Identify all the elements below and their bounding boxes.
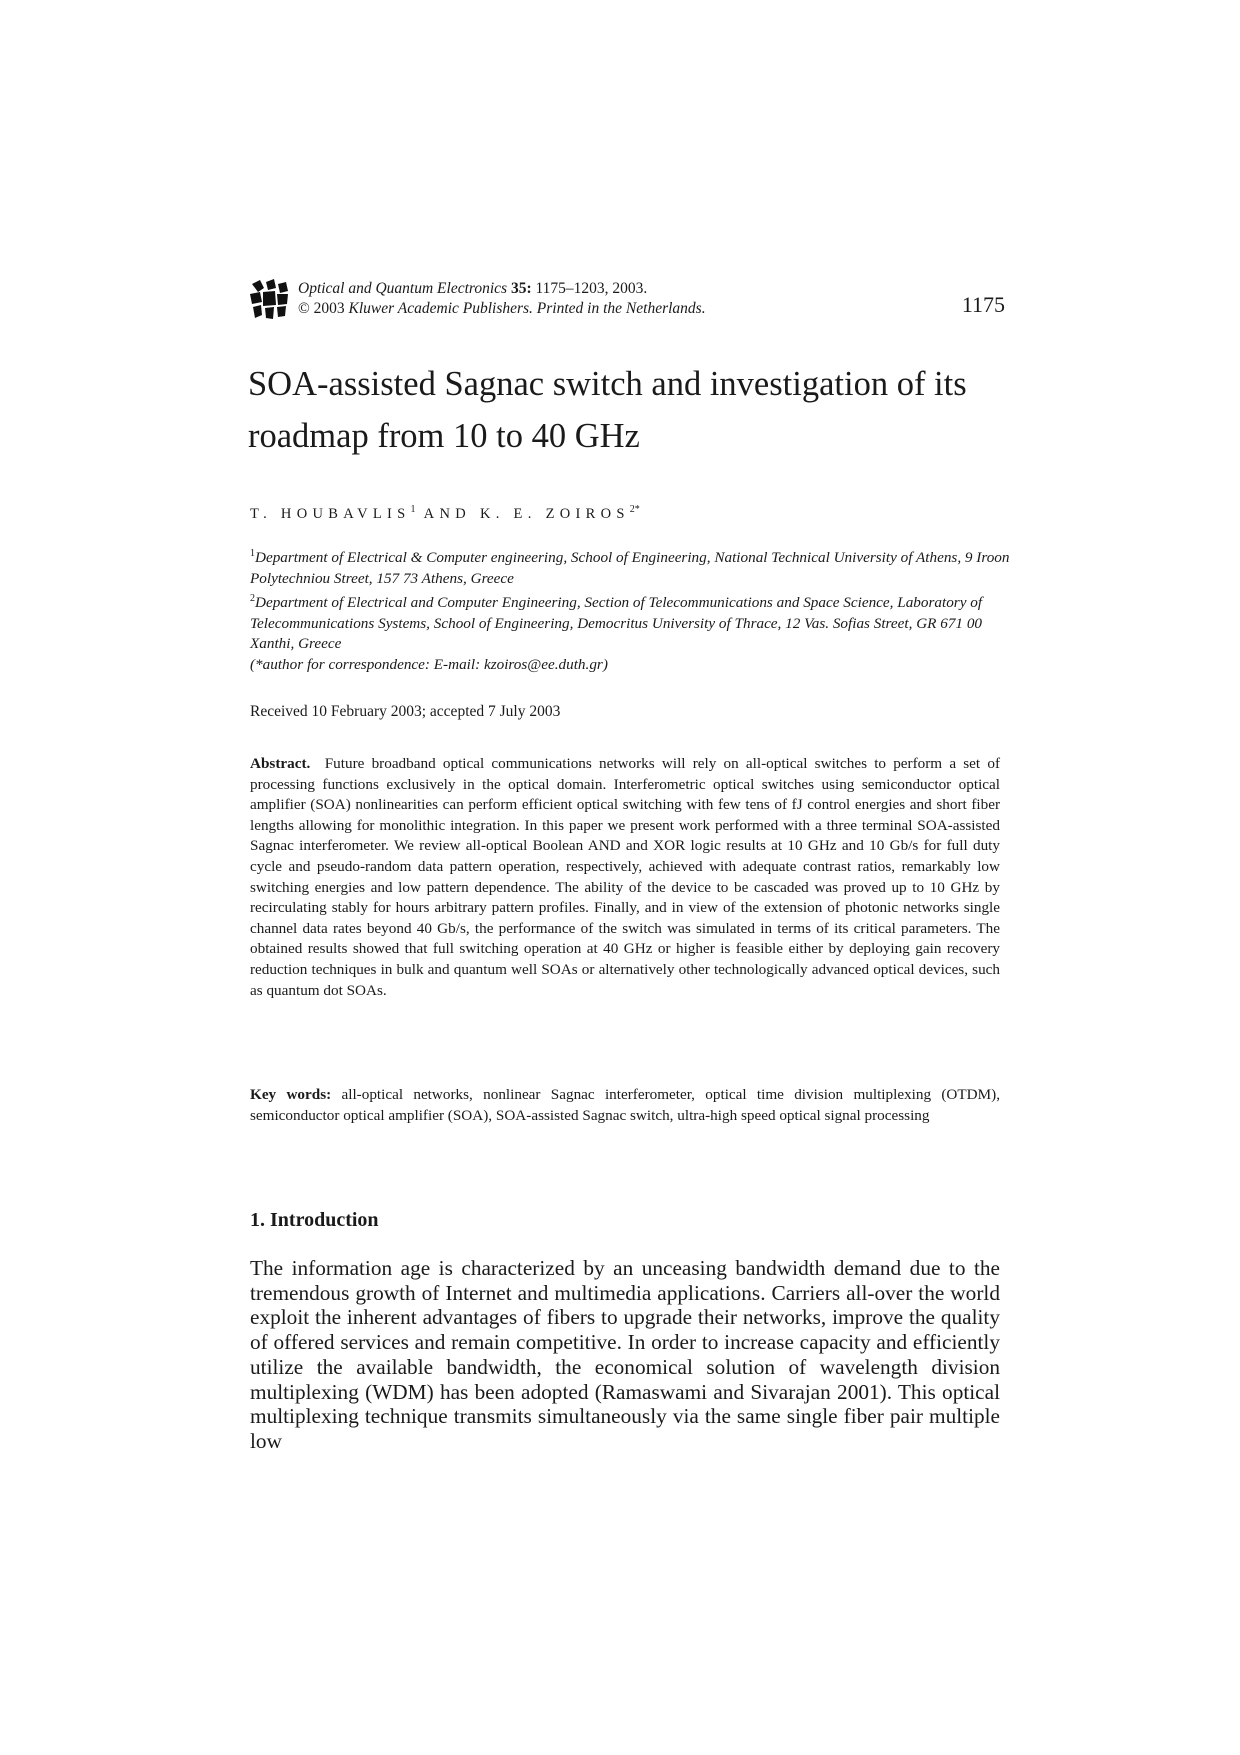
keywords (250, 1085, 1000, 1126)
kluwer-logo-icon (248, 278, 290, 320)
abstract-text: Future broadband optical communications networks will rely on all-optical switches to perform a set of processing functions exclusively in the optical domain. Interferometric optical switches using semiconductor optical amplifier (SOA) nonlinearities can perform efficient optical switching with few tens of fJ control energies and short fiber lengths allowing for monolithic integration. In this paper we present work performed with a three terminal SOA-assisted Sagnac interferometer. We review all-optical Boolean AND and XOR logic results at 10 GHz and 10 Gb/s for full duty cycle and pseudo-random data pattern operation, respectively, achieved with adequate contrast ratios, remarkably low switching energies and low pattern dependence. The ability of the device to be cascaded was proved up to 10 GHz by recirculating stably for hours arbitrary pattern profiles. Finally, and in view of the extension of photonic networks single channel data rates beyond 40 Gb/s, the performance of the switch was simulated in terms of its critical parameters. The obtained results showed that full switching operation at 40 GHz or higher is feasible either by deploying gain recovery reduction techniques in bulk and quantum well SOAs or alternatively other technologically advanced optical devices, such as quantum dot SOAs. (250, 755, 1000, 999)
section-heading: 1. Introduction (250, 1209, 379, 1231)
page-number: 1175 (961, 292, 1005, 317)
affiliation-1-marker: 1 (250, 548, 255, 559)
correspondence-note: (*author for correspondence: E-mail: kzoiros@ee.duth.gr) (250, 655, 608, 673)
affiliation-2-text: Department of Electrical and Computer Engineering, Section of Telecommunications and Space Science, Laboratory of Telecommunications Systems, School of Engineering, Democritus University of Thrace, 12 Vas. Sofias Street, GR 671 00 Xanthi, Greece (250, 594, 983, 653)
paper-title: SOA-assisted Sagnac switch and investigation of its roadmap from 10 to 40 GHz (248, 365, 967, 455)
abstract-label: Abstract. (250, 755, 311, 772)
journal-header (298, 279, 1018, 319)
affiliation-2-marker: 2 (250, 593, 255, 605)
journal-name: Optical and Quantum Electronics (298, 280, 508, 297)
copyright-line (298, 299, 1018, 319)
keywords-label: Key words: (250, 1086, 332, 1103)
journal-volume: 35: (510, 280, 532, 297)
affiliation-1 (250, 544, 1010, 589)
abstract (250, 754, 1000, 1001)
author-1: T. HOUBAVLIS (250, 506, 411, 522)
section-body: The information age is characterized by an unceasing bandwidth demand due to the tremendous growth of Internet and multimedia applications. Carriers all-over the world exploit the inherent advantages of fibers to upgrade their networks, improve the quality of offered services and remain competitive. In order to increase capacity and efficiently utilize the available bandwidth, the economical solution of wavelength division multiplexing (WDM) has been adopted (Ramaswami and Sivarajan 2001). This optical multiplexing technique transmits simultaneously via the same single fiber pair multiple low (250, 1256, 1000, 1453)
publisher-info: Kluwer Academic Publishers. Printed in the Netherlands. (348, 300, 706, 317)
journal-citation-line (298, 279, 1018, 299)
author-1-affil-marker: 1 (410, 504, 416, 515)
keywords-text: all-optical networks, nonlinear Sagnac interferometer, optical time division multiplexing (OTDM), semiconductor optical amplifier (SOA), SOA-assisted Sagnac switch, ultra-high speed optical signal processing (250, 1086, 1001, 1124)
author-connector: AND (423, 506, 471, 522)
author-list (250, 504, 640, 523)
affiliations (250, 544, 1010, 675)
affiliation-2 (250, 589, 1010, 655)
journal-pages-year: 1175–1203, 2003. (535, 280, 648, 297)
author-2-affil-marker: 2* (629, 504, 640, 515)
affiliation-1-text: Department of Electrical & Computer engineering, School of Engineering, National Technical University of Athens, 9 Iroon Polytechniou Street, 157 73 Athens, Greece (250, 549, 1010, 587)
copyright-year: 2003 (313, 300, 345, 317)
author-2: K. E. ZOIROS (479, 506, 630, 522)
copyright-icon: © (298, 300, 310, 317)
received-dates: Received 10 February 2003; accepted 7 July 2003 (250, 703, 561, 720)
